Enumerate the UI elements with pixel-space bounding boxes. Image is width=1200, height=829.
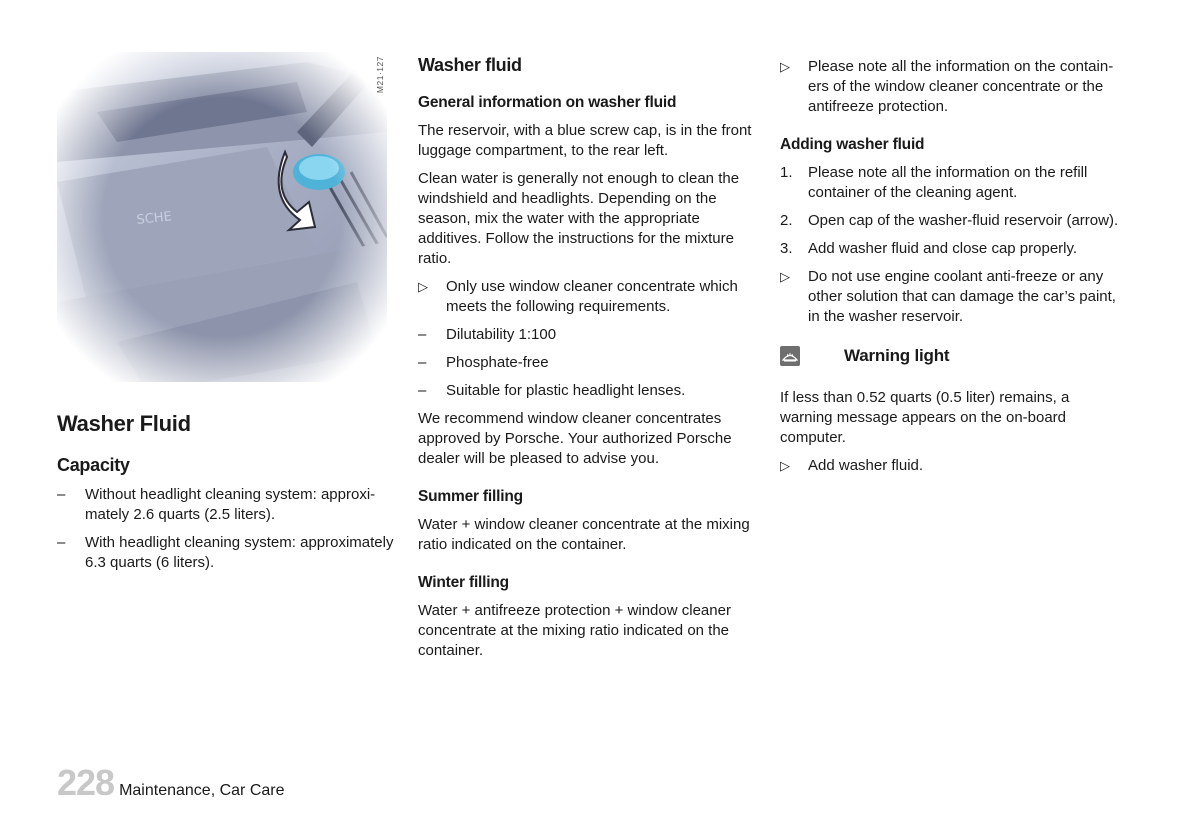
right-column (780, 57, 1125, 476)
washer-warning-icon (780, 346, 800, 366)
note-item (780, 456, 1125, 476)
warning-light-heading: Warning light (844, 346, 950, 365)
adding-washer-fluid-heading: Adding washer fluid (780, 136, 925, 153)
note-text: Please note all the information on the contain-ers of the window cleaner concentrate or the antifreeze protection. (808, 58, 1114, 115)
paragraph: Water + window cleaner concentrate at the mixing ratio indicated on the container. (418, 516, 750, 553)
paragraph: Water + antifreeze protection + window cleaner concentrate at the mixing ratio indicated on the container. (418, 602, 731, 659)
paragraph: We recommend window cleaner concentrates approved by Porsche. Your authorized Porsche dealer will be pleased to advise you. (418, 410, 732, 467)
paragraph: The reservoir, with a blue screw cap, is in the front luggage compartment, to the rear left. (418, 122, 752, 159)
triangle-icon: ▷ (780, 269, 790, 284)
note-item (780, 267, 1125, 327)
section-name: Maintenance, Car Care (119, 782, 285, 799)
dash-marker: – (418, 326, 427, 343)
luggage-compartment-photo (57, 52, 387, 382)
list-item-text: Suitable for plastic headlight lenses. (446, 382, 686, 399)
washer-reservoir-illustration (57, 52, 387, 382)
general-info-heading: General information on washer fluid (418, 94, 677, 111)
note-item (780, 57, 1125, 117)
triangle-icon: ▷ (780, 59, 790, 74)
list-item-text: Phosphate-free (446, 354, 549, 371)
warning-light-header (780, 346, 1125, 366)
page-number: 228 (57, 762, 115, 803)
washer-fluid-heading: Washer fluid (418, 55, 522, 75)
dash-marker: – (418, 354, 427, 371)
list-item-text: Without headlight cleaning system: approxi-mately 2.6 quarts (2.5 liters). (85, 486, 376, 523)
list-item (418, 381, 758, 401)
list-item (57, 533, 397, 573)
dash-marker: – (418, 382, 427, 399)
paragraph: Clean water is generally not enough to clean the windshield and headlights. Depending on the season, mix the water with the appropriate additives. Follow the instructions for the mixture ratio. (418, 170, 740, 267)
list-item (418, 353, 758, 373)
capacity-heading: Capacity (57, 455, 130, 475)
list-item-text: With headlight cleaning system: approximately 6.3 quarts (6 liters). (85, 534, 394, 571)
step-text: Add washer fluid and close cap properly. (808, 240, 1078, 257)
step-text: Open cap of the washer-fluid reservoir (arrow). (808, 212, 1119, 229)
dash-marker: – (57, 486, 66, 503)
figure-code: M21·127 (375, 56, 385, 94)
step-item (780, 239, 1125, 259)
dash-marker: – (57, 534, 66, 551)
summer-filling-heading: Summer filling (418, 488, 523, 505)
note-text: Do not use engine coolant anti-freeze or any other solution that can damage the car’s paint, in the washer reservoir. (808, 268, 1116, 325)
page-title: Washer Fluid (57, 411, 191, 436)
left-column (57, 52, 397, 573)
step-number: 1. (780, 164, 793, 181)
page-footer (57, 762, 285, 804)
list-item (418, 325, 758, 345)
triangle-icon: ▷ (418, 279, 428, 294)
step-number: 3. (780, 240, 793, 257)
middle-column (418, 55, 758, 661)
list-item-text: Dilutability 1:100 (446, 326, 557, 343)
step-number: 2. (780, 212, 793, 229)
list-item (57, 485, 397, 525)
winter-filling-heading: Winter filling (418, 574, 509, 591)
step-text: Please note all the information on the refill container of the cleaning agent. (808, 164, 1088, 201)
step-item (780, 163, 1125, 203)
paragraph: If less than 0.52 quarts (0.5 liter) remains, a warning message appears on the on-board computer. (780, 389, 1070, 446)
triangle-icon: ▷ (780, 458, 790, 473)
note-item (418, 277, 758, 317)
step-item (780, 211, 1125, 231)
note-text: Add washer fluid. (808, 457, 924, 474)
note-text: Only use window cleaner concentrate which meets the following requirements. (446, 278, 738, 315)
